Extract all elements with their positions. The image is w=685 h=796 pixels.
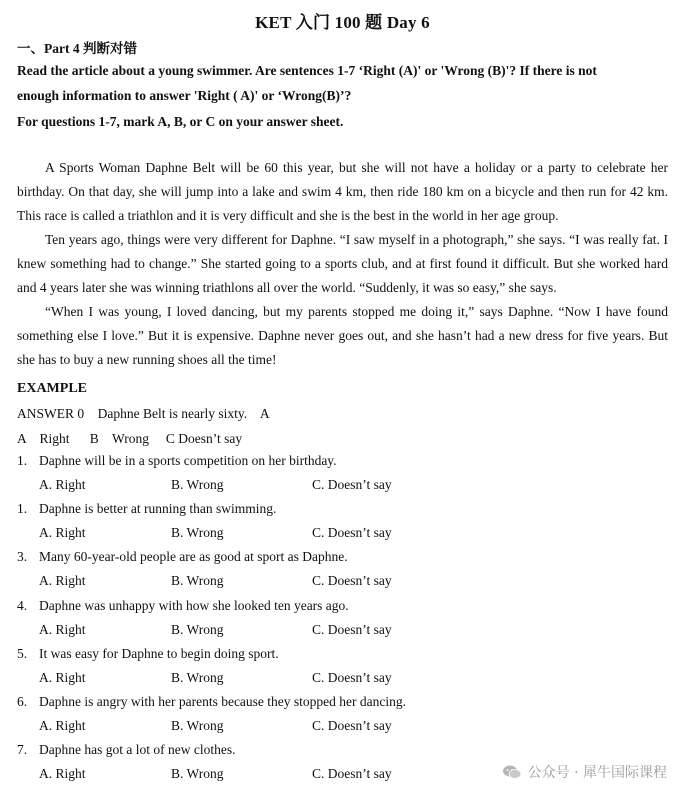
- option-b: B. Wrong: [171, 525, 224, 540]
- article-paragraph: A Sports Woman Daphne Belt will be 60 this year, but she will not have a holiday or a party to celebrate her birthday. On that day, she will jump into a lake and swim 4 km, then ride 180 km on a bicycle and then run for 42 km. This race is called a triathlon and it is very difficult and she is the best in the world in her age group.: [17, 160, 668, 223]
- example-heading: EXAMPLE: [17, 381, 87, 396]
- instruction-line: For questions 1-7, mark A, B, or C on your answer sheet.: [17, 114, 344, 129]
- question-item: [17, 549, 348, 565]
- option-b: B. Wrong: [171, 718, 224, 733]
- question-item: [17, 694, 406, 710]
- watermark-text: 公众号 · 犀牛国际课程: [527, 765, 667, 781]
- question-text: Daphne will be in a sports competition on her birthday.: [39, 453, 337, 468]
- instruction-line: Read the article about a young swimmer. Are sentences 1-7 ‘Right (A)' or 'Wrong (B)'? If there is not: [17, 63, 597, 78]
- question-item: [17, 598, 349, 614]
- option-c: C. Doesn’t say: [312, 573, 392, 588]
- option-c: C. Doesn’t say: [312, 622, 392, 637]
- question-item: [17, 742, 235, 758]
- option-a: A. Right: [39, 766, 86, 781]
- option-a: A. Right: [39, 670, 86, 685]
- option-a: A. Right: [39, 525, 86, 540]
- article-paragraph: “When I was young, I loved dancing, but my parents stopped me doing it,” says Daphne. “Now I have found something else I love.” But it is expensive. Daphne never goes out, and she hasn’t had a new dress for five years. But she has to buy a new running shoes all the time!: [17, 304, 668, 367]
- question-number: 3.: [17, 549, 28, 564]
- question-text: Daphne has got a lot of new clothes.: [39, 742, 236, 757]
- question-text: Many 60-year-old people are as good at sport as Daphne.: [39, 549, 348, 564]
- option-b: B. Wrong: [171, 670, 224, 685]
- example-answer: ANSWER 0 Daphne Belt is nearly sixty. A: [17, 406, 270, 421]
- example-options: A Right B Wrong C Doesn’t say: [17, 431, 243, 446]
- question-text: It was easy for Daphne to begin doing sport.: [39, 646, 279, 661]
- question-text: Daphne is angry with her parents because they stopped her dancing.: [39, 694, 407, 709]
- article-paragraph: Ten years ago, things were very different for Daphne. “I saw myself in a photograph,” she says. “I was really fat. I knew something had to change.” She started going to a sports club, and at first found it difficult. But she worked hard and 4 years later she was winning triathlons all over the world. “Suddenly, it was so easy,” she says.: [17, 232, 668, 295]
- option-c: C. Doesn’t say: [312, 525, 392, 540]
- option-a: A. Right: [39, 477, 86, 492]
- question-text: Daphne was unhappy with how she looked ten years ago.: [39, 598, 349, 613]
- question-item: [17, 646, 279, 662]
- part-heading: 一、Part 4 判断对错: [17, 41, 137, 56]
- option-c: C. Doesn’t say: [312, 766, 392, 781]
- question-number: 1.: [17, 453, 28, 468]
- page-title: KET 入门 100 题 Day 6: [255, 13, 430, 32]
- question-number: 5.: [17, 646, 28, 661]
- question-item: [17, 501, 276, 517]
- watermark: [502, 762, 667, 782]
- question-number: 4.: [17, 598, 28, 613]
- question-number: 1.: [17, 501, 28, 516]
- wechat-icon: [502, 764, 522, 780]
- instruction-line: enough information to answer 'Right ( A)' or ‘Wrong(B)’?: [17, 88, 352, 103]
- question-text: Daphne is better at running than swimming.: [39, 501, 277, 516]
- question-number: 7.: [17, 742, 28, 757]
- option-a: A. Right: [39, 718, 86, 733]
- option-c: C. Doesn’t say: [312, 718, 392, 733]
- option-b: B. Wrong: [171, 477, 224, 492]
- option-c: C. Doesn’t say: [312, 477, 392, 492]
- question-number: 6.: [17, 694, 28, 709]
- option-c: C. Doesn’t say: [312, 670, 392, 685]
- option-a: A. Right: [39, 573, 86, 588]
- option-b: B. Wrong: [171, 622, 224, 637]
- question-item: [17, 453, 337, 469]
- option-a: A. Right: [39, 622, 86, 637]
- option-b: B. Wrong: [171, 766, 224, 781]
- option-b: B. Wrong: [171, 573, 224, 588]
